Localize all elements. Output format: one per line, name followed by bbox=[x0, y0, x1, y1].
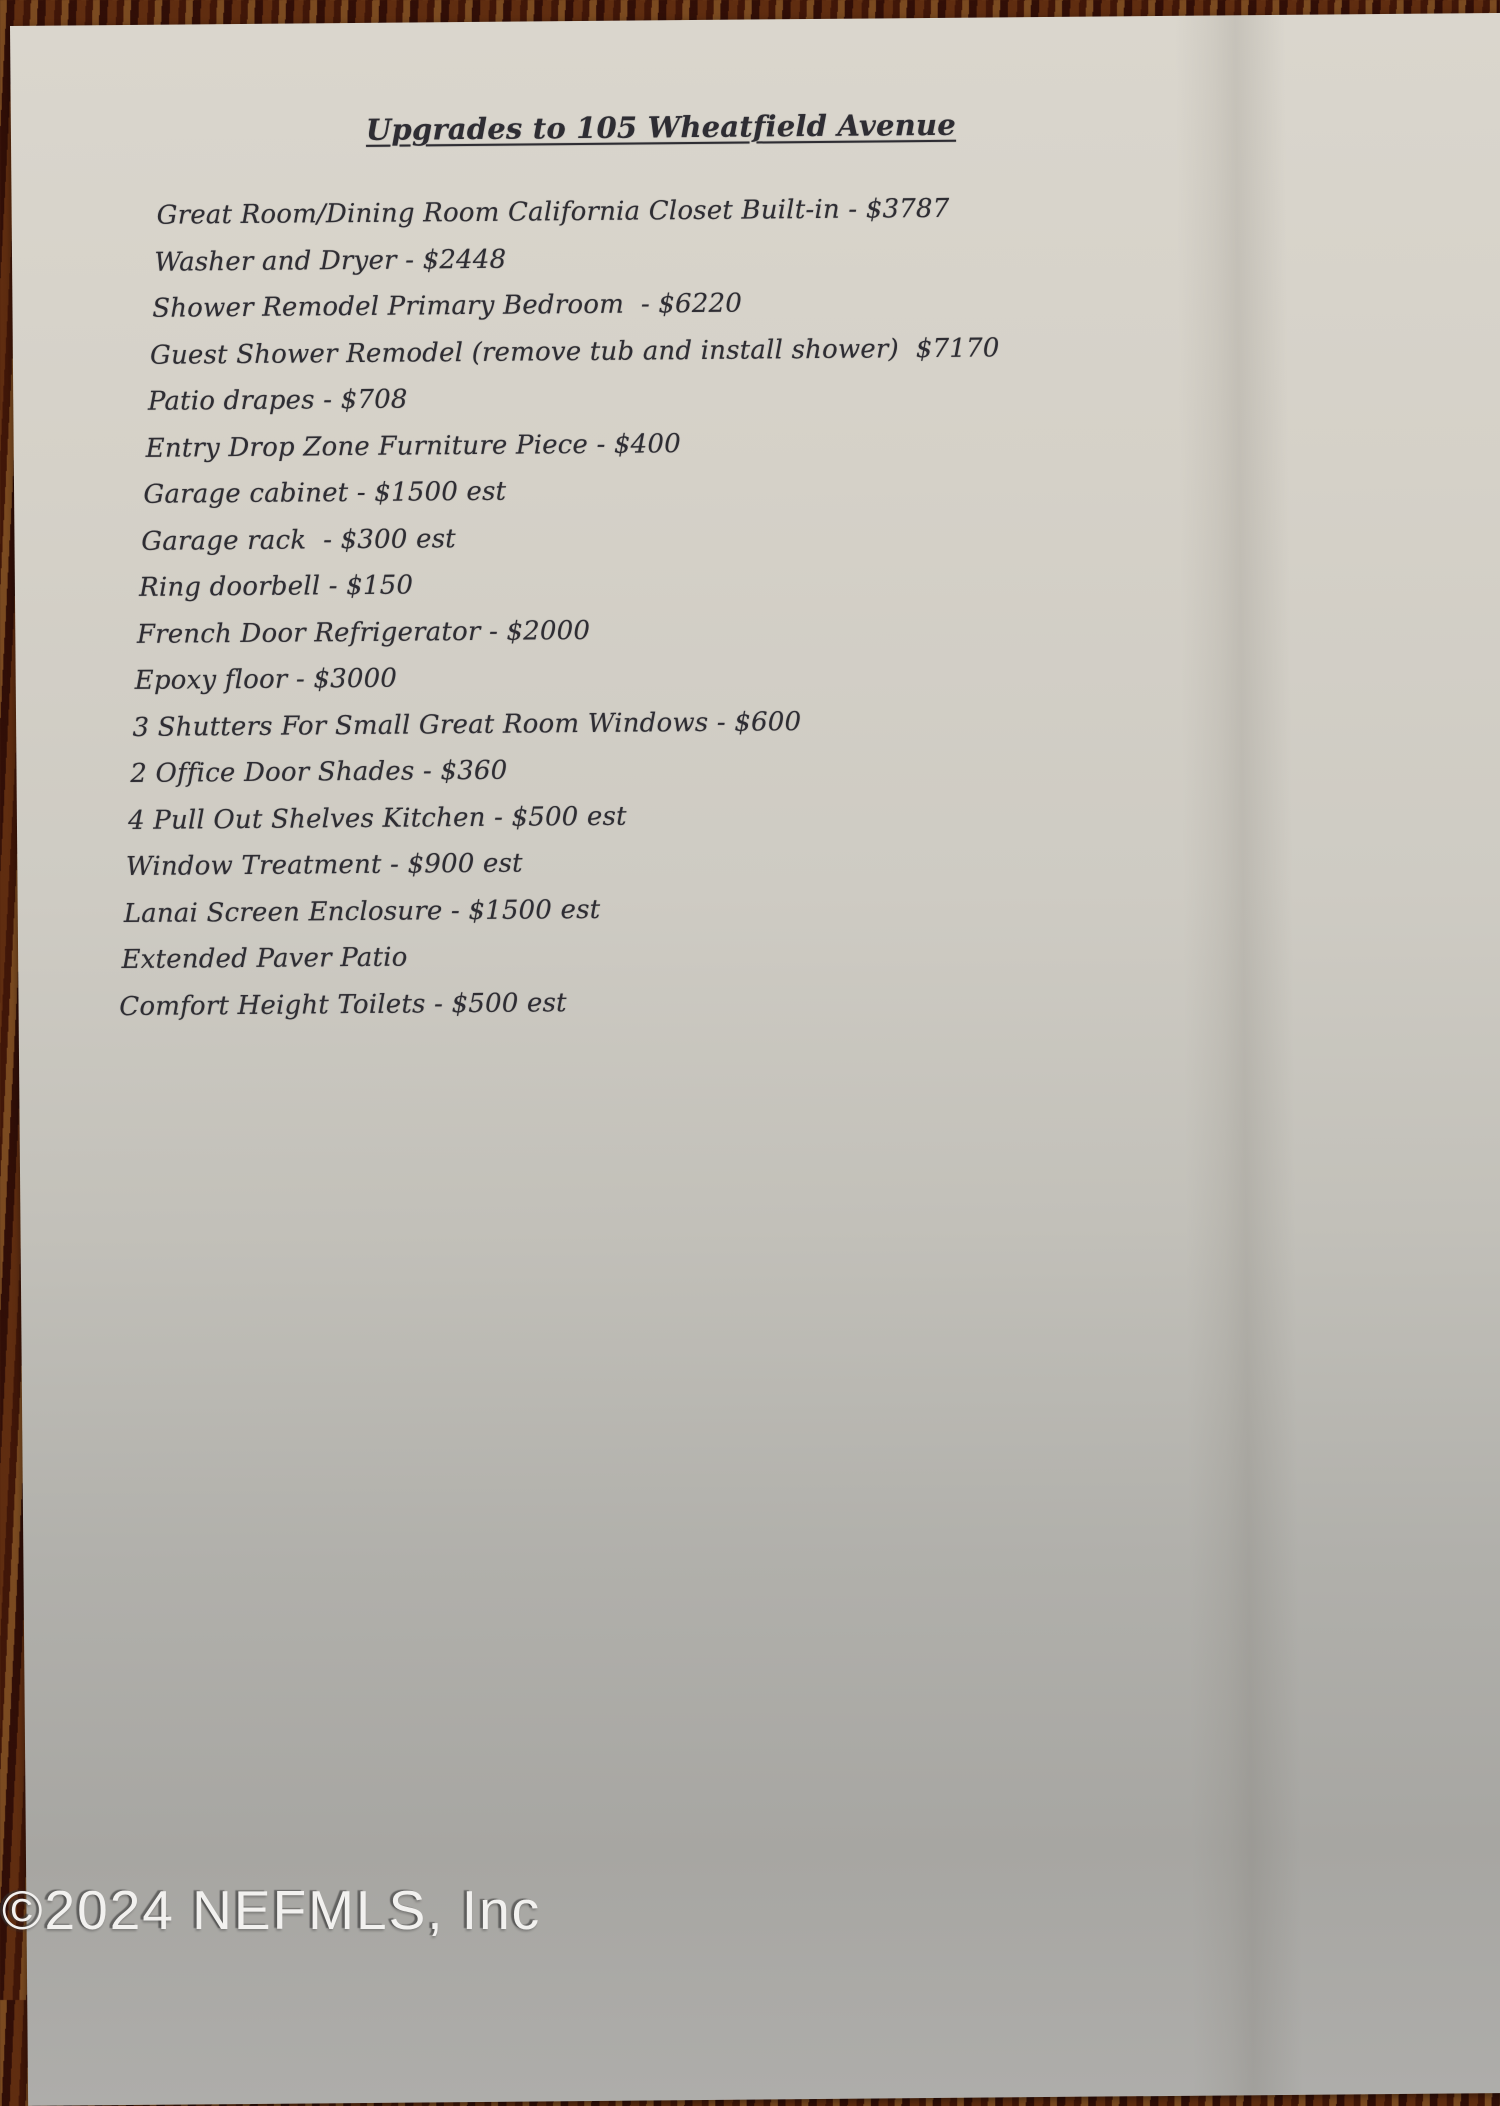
list-item: 4 Pull Out Shelves Kitchen - $500 est bbox=[128, 787, 1317, 844]
mls-watermark: ©2024 NEFMLS, Inc bbox=[2, 1878, 541, 1942]
list-item: French Door Refrigerator - $2000 bbox=[137, 601, 1316, 658]
document-title: Upgrades to 105 Wheatfield Avenue bbox=[11, 105, 1311, 150]
list-item: Garage rack - $300 est bbox=[141, 508, 1315, 565]
list-item: Window Treatment - $900 est bbox=[126, 834, 1318, 891]
list-item: Washer and Dryer - $2448 bbox=[154, 229, 1312, 286]
list-item: Great Room/Dining Room California Closet Built-in - $3787 bbox=[156, 183, 1311, 240]
list-item: Comfort Height Toilets - $500 est bbox=[119, 973, 1319, 1030]
document-content bbox=[10, 15, 1319, 1031]
list-item: Patio drapes - $708 bbox=[148, 369, 1314, 426]
list-item: 2 Office Door Shades - $360 bbox=[130, 741, 1317, 798]
paper-crease bbox=[1175, 15, 1303, 2096]
list-item: Entry Drop Zone Furniture Piece - $400 bbox=[145, 415, 1313, 472]
paper-document bbox=[10, 12, 1500, 2106]
list-item: Garage cabinet - $1500 est bbox=[143, 462, 1314, 519]
list-item: Guest Shower Remodel (remove tub and install shower) $7170 bbox=[150, 322, 1313, 379]
list-item: Extended Paver Patio bbox=[121, 927, 1318, 984]
list-item: Ring doorbell - $150 bbox=[139, 555, 1315, 612]
list-item: Shower Remodel Primary Bedroom - $6220 bbox=[152, 276, 1313, 333]
list-item: Lanai Screen Enclosure - $1500 est bbox=[124, 880, 1318, 937]
list-item: Epoxy floor - $3000 bbox=[135, 648, 1316, 705]
list-item: 3 Shutters For Small Great Room Windows - $600 bbox=[132, 694, 1316, 751]
upgrade-list bbox=[11, 183, 1318, 1031]
